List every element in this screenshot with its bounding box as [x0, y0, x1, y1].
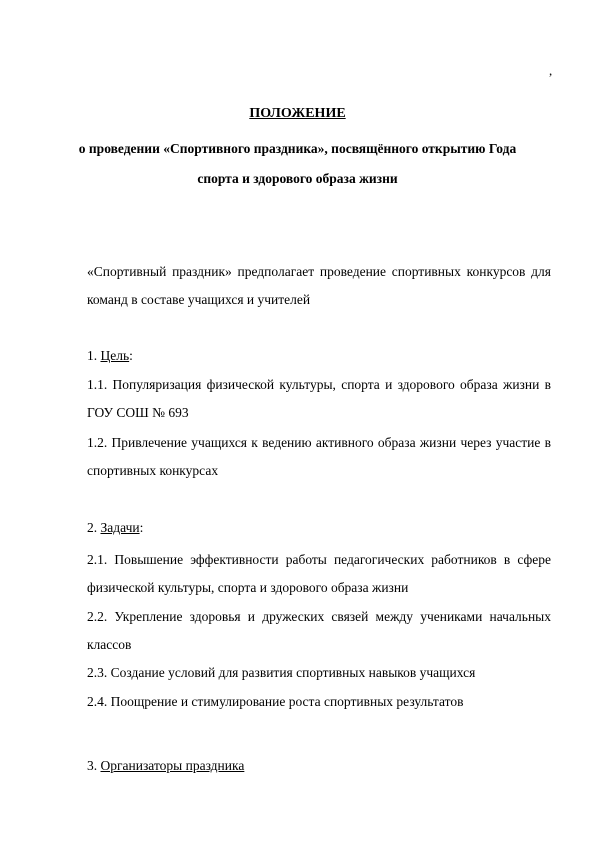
document-subtitle: о проведении «Спортивного праздника», посвящённого открытию Года спорта и здорового образа жизни [78, 141, 517, 186]
section-heading-goal [87, 346, 551, 366]
section-item: 1.1. Популяризация физической культуры, спорта и здорового образа жизни в ГОУ СОШ № 693 [87, 377, 551, 420]
section-number: 1. [87, 348, 98, 363]
corner-mark: , [549, 63, 553, 78]
section-number: 2. [87, 520, 98, 535]
section-item: 2.4. Поощрение и стимулирование роста спортивных результатов [87, 694, 464, 709]
section-item: 2.2. Укрепление здоровья и дружеских связей между учениками начальных классов [87, 609, 551, 652]
document-title: ПОЛОЖЕНИЕ [249, 106, 346, 121]
section-title: Задачи [100, 520, 140, 535]
section-item: 2.1. Повышение эффективности работы педагогических работников в сфере физической культуры, спорта и здорового образа жизни [87, 552, 551, 595]
section-suffix: : [139, 520, 144, 535]
section-title: Организаторы праздника [100, 758, 245, 773]
section-title: Цель [100, 348, 130, 363]
section-suffix: : [129, 348, 133, 363]
section-heading-organizers [87, 756, 551, 776]
section-number: 3. [87, 758, 98, 773]
section-heading-tasks [87, 518, 551, 538]
intro-paragraph: «Спортивный праздник» предполагает проведение спортивных конкурсов для команд в составе учащихся и учителей [87, 264, 551, 307]
section-item: 2.3. Создание условий для развития спортивных навыков учащихся [87, 665, 476, 680]
section-item: 1.2. Привлечение учащихся к ведению активного образа жизни через участие в спортивных конкурсах [87, 435, 551, 478]
